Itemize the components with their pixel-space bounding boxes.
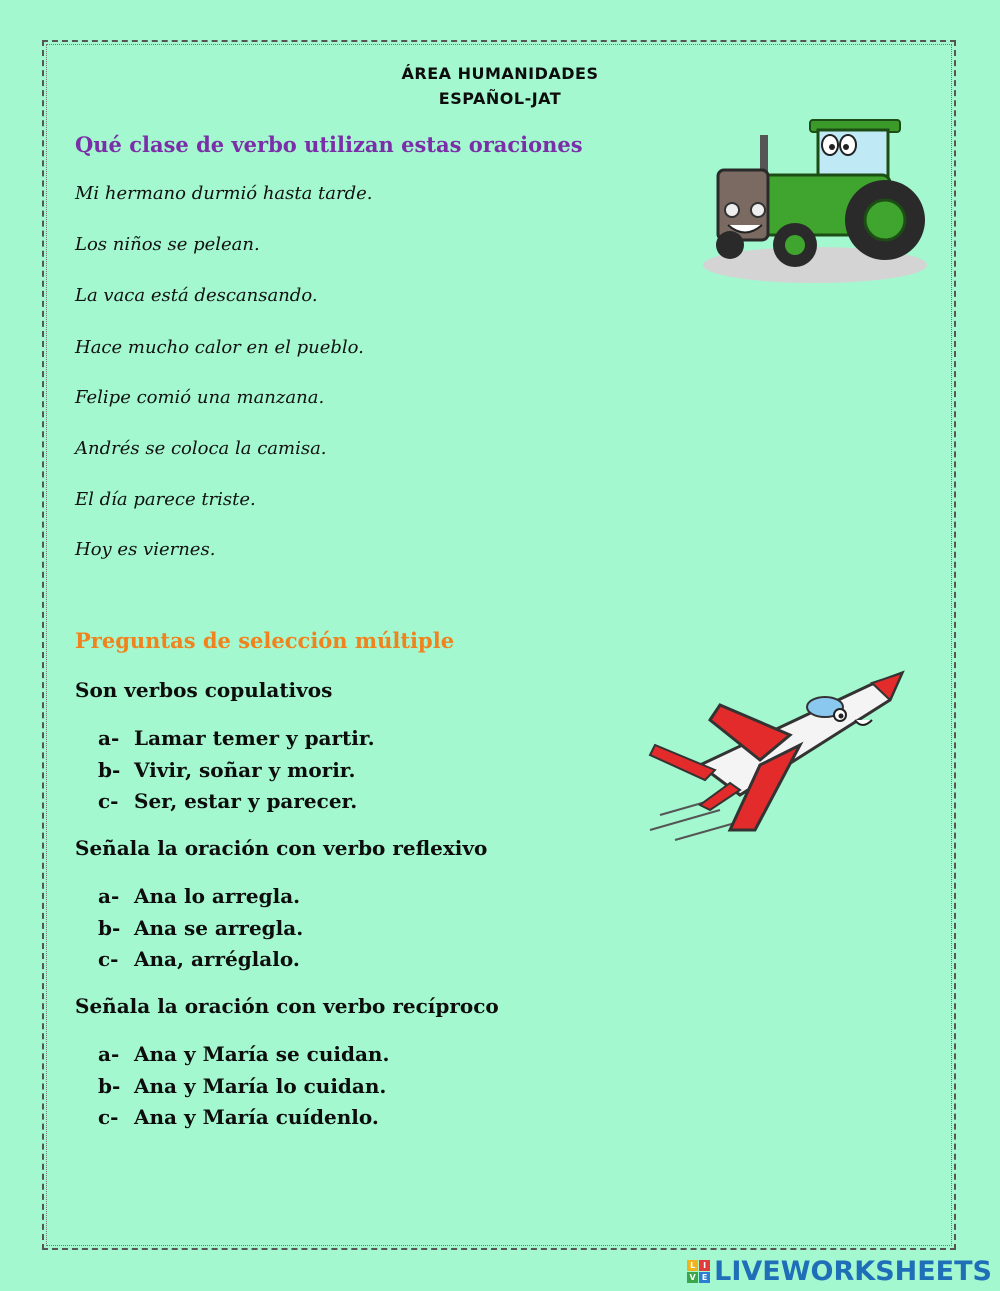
- option-text: Ana y María se cuidan.: [134, 1042, 390, 1066]
- liveworksheets-logo[interactable]: [687, 1256, 992, 1287]
- option-text: Ana lo arregla.: [134, 884, 301, 908]
- option-letter: b-: [98, 1074, 121, 1098]
- option-letter: a-: [98, 884, 120, 908]
- jet-mouth: [855, 720, 872, 725]
- question-2: Señala la oración con verbo reflexivo: [75, 836, 488, 860]
- option-text: Lamar temer y partir.: [134, 726, 375, 750]
- tractor-small-wheel: [716, 231, 744, 259]
- option-text: Ana, arréglalo.: [134, 947, 300, 971]
- sentence-8: Hoy es viernes.: [75, 539, 216, 560]
- logo-text: LIVEWORKSHEETS: [714, 1256, 992, 1287]
- sentence-4: Hace mucho calor en el pueblo.: [75, 337, 364, 358]
- header-subject: ESPAÑOL-JAT: [438, 89, 562, 108]
- sentence-5: Felipe comió una manzana.: [75, 387, 325, 408]
- option-letter: c-: [98, 789, 119, 813]
- question-1-option-a[interactable]: [98, 726, 375, 750]
- sentence-1: Mi hermano durmió hasta tarde.: [75, 183, 373, 204]
- sentence-3: La vaca está descansando.: [75, 285, 318, 306]
- question-2-option-c[interactable]: [98, 947, 300, 971]
- option-letter: b-: [98, 758, 121, 782]
- logo-icon: L I V E: [687, 1260, 710, 1283]
- option-text: Ana se arregla.: [134, 916, 304, 940]
- question-1-option-b[interactable]: [98, 758, 355, 782]
- section1-title: Qué clase de verbo utilizan estas oraciones: [75, 132, 583, 157]
- option-text: Ser, estar y parecer.: [134, 789, 358, 813]
- question-3-option-a[interactable]: [98, 1042, 389, 1066]
- sentence-6: Andrés se coloca la camisa.: [75, 438, 327, 459]
- option-text: Ana y María lo cuidan.: [134, 1074, 387, 1098]
- tractor-headlight-left: [725, 203, 739, 217]
- tractor-illustration: [700, 115, 930, 285]
- jet-tail-fin: [700, 783, 740, 810]
- section2-title: Preguntas de selección múltiple: [75, 628, 455, 653]
- option-letter: a-: [98, 1042, 120, 1066]
- sentence-2: Los niños se pelean.: [75, 234, 260, 255]
- option-letter: a-: [98, 726, 120, 750]
- question-2-option-b[interactable]: [98, 916, 303, 940]
- option-letter: c-: [98, 947, 119, 971]
- option-text: Vivir, soñar y morir.: [134, 758, 356, 782]
- jet-illustration: [640, 665, 910, 845]
- header-area: ÁREA HUMANIDADES: [401, 64, 599, 83]
- question-1: Son verbos copulativos: [75, 678, 333, 702]
- option-text: Ana y María cuídenlo.: [134, 1105, 379, 1129]
- question-2-option-a[interactable]: [98, 884, 300, 908]
- sentence-7: El día parece triste.: [75, 489, 256, 510]
- tractor-headlight-right: [751, 203, 765, 217]
- question-3-option-c[interactable]: [98, 1105, 379, 1129]
- question-3-option-b[interactable]: [98, 1074, 386, 1098]
- option-letter: c-: [98, 1105, 119, 1129]
- question-1-option-c[interactable]: [98, 789, 357, 813]
- question-3: Señala la oración con verbo recíproco: [75, 994, 499, 1018]
- option-letter: b-: [98, 916, 121, 940]
